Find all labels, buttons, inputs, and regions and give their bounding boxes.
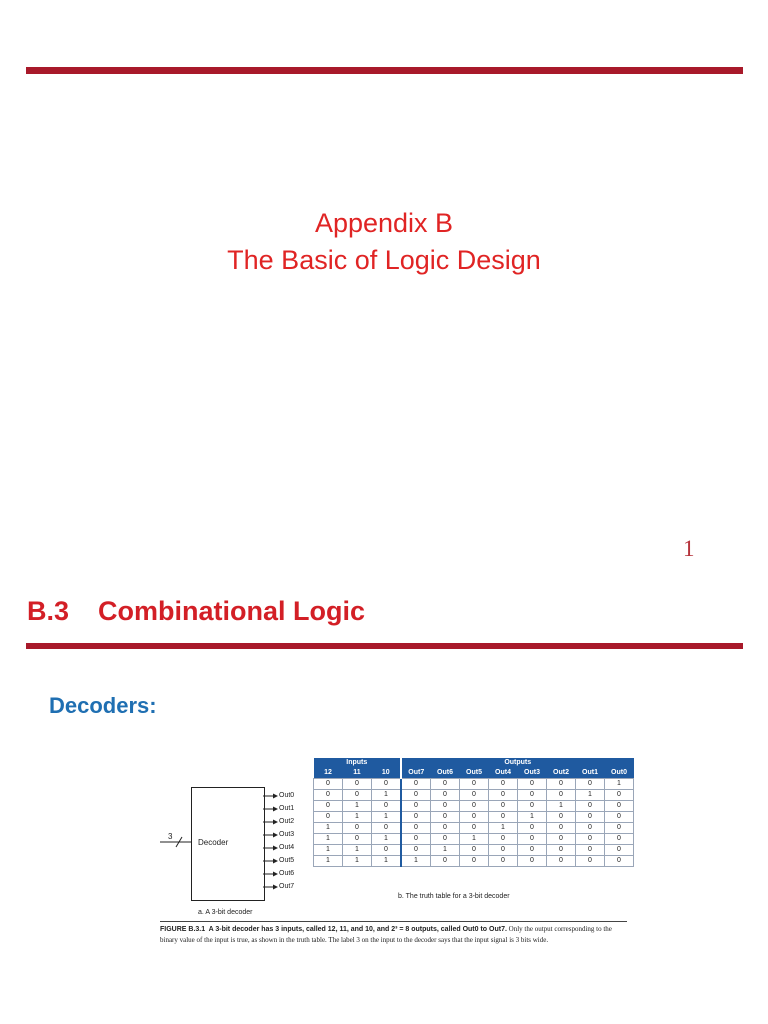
column-header: 10 — [372, 768, 402, 779]
table-cell: 0 — [314, 779, 343, 790]
table-cell: 1 — [401, 856, 431, 867]
figure-caption-text: Only the output corresponding to the binary value of the input is true, as shown in the truth table. The label 3 on the input to the decoder says that the input signal is 3 bits wide. — [160, 925, 612, 944]
table-cell: 0 — [547, 834, 576, 845]
figure-label: FIGURE B.3.1 — [160, 926, 206, 933]
table-cell: 0 — [518, 779, 547, 790]
table-row — [314, 801, 634, 812]
table-cell: 1 — [314, 834, 343, 845]
table-cell: 0 — [489, 812, 518, 823]
table-cell: 0 — [489, 790, 518, 801]
table-row — [314, 845, 634, 856]
table-cell: 0 — [401, 823, 431, 834]
section-number: B.3 — [27, 596, 70, 626]
table-cell: 0 — [605, 790, 634, 801]
table-cell: 0 — [605, 823, 634, 834]
output-label: Out6 — [279, 870, 295, 877]
table-cell: 0 — [576, 779, 605, 790]
table-cell: 0 — [460, 823, 489, 834]
slide-title-line1: Appendix B — [314, 208, 454, 238]
table-cell: 0 — [605, 834, 634, 845]
table-cell: 0 — [518, 845, 547, 856]
table-cell: 0 — [605, 845, 634, 856]
figure-caption-a: a. A 3-bit decoder — [198, 909, 253, 916]
table-cell: 0 — [401, 801, 431, 812]
table-cell: 0 — [401, 779, 431, 790]
table-cell: 0 — [460, 856, 489, 867]
table-cell: 0 — [576, 834, 605, 845]
table-cell: 0 — [460, 779, 489, 790]
table-cell: 1 — [372, 790, 402, 801]
table-cell: 0 — [343, 779, 372, 790]
column-header: Out0 — [605, 768, 634, 779]
column-header: Out3 — [518, 768, 547, 779]
input-width-label: 3 — [168, 832, 173, 841]
table-cell: 0 — [518, 790, 547, 801]
table-cell: 0 — [372, 845, 402, 856]
table-cell: 0 — [489, 801, 518, 812]
table-cell: 0 — [401, 845, 431, 856]
table-cell: 0 — [460, 845, 489, 856]
table-cell: 0 — [314, 801, 343, 812]
column-header: Out6 — [431, 768, 460, 779]
table-row — [314, 823, 634, 834]
table-cell: 0 — [547, 812, 576, 823]
table-cell: 0 — [372, 779, 402, 790]
column-header: Out4 — [489, 768, 518, 779]
table-cell: 1 — [314, 823, 343, 834]
group-header-outputs: Outputs — [401, 758, 634, 768]
table-row — [314, 779, 634, 790]
table-cell: 0 — [460, 801, 489, 812]
table-row — [314, 834, 634, 845]
table-cell: 0 — [431, 801, 460, 812]
table-cell: 0 — [431, 823, 460, 834]
column-header: Out5 — [460, 768, 489, 779]
table-cell: 0 — [576, 856, 605, 867]
table-row — [314, 790, 634, 801]
table-cell: 1 — [372, 812, 402, 823]
section-title: Combinational Logic — [98, 596, 365, 626]
figure-caption — [160, 924, 627, 945]
table-cell: 0 — [372, 801, 402, 812]
table-cell: 0 — [343, 790, 372, 801]
table-cell: 0 — [431, 779, 460, 790]
table-cell: 0 — [547, 856, 576, 867]
table-cell: 1 — [372, 834, 402, 845]
subheading: Decoders: — [49, 693, 157, 718]
table-cell: 1 — [343, 845, 372, 856]
table-cell: 0 — [489, 834, 518, 845]
column-header: 12 — [314, 768, 343, 779]
table-cell: 0 — [314, 790, 343, 801]
table-cell: 0 — [576, 812, 605, 823]
table-cell: 1 — [431, 845, 460, 856]
decoder-diagram — [160, 782, 310, 922]
table-cell: 1 — [489, 823, 518, 834]
table-cell: 1 — [460, 834, 489, 845]
table-cell: 0 — [343, 834, 372, 845]
table-cell: 0 — [518, 823, 547, 834]
column-header: 11 — [343, 768, 372, 779]
figure-caption-b: b. The truth table for a 3-bit decoder — [398, 893, 510, 900]
table-cell: 1 — [518, 812, 547, 823]
table-cell: 0 — [605, 801, 634, 812]
column-header: Out2 — [547, 768, 576, 779]
column-header: Out7 — [401, 768, 431, 779]
table-cell: 0 — [314, 812, 343, 823]
table-cell: 0 — [431, 856, 460, 867]
table-cell: 0 — [401, 812, 431, 823]
decoder-label: Decoder — [198, 838, 229, 847]
table-cell: 0 — [547, 779, 576, 790]
table-cell: 0 — [489, 856, 518, 867]
table-cell: 0 — [489, 779, 518, 790]
table-cell: 0 — [401, 790, 431, 801]
table-cell: 0 — [518, 856, 547, 867]
table-cell: 0 — [460, 812, 489, 823]
output-label: Out5 — [279, 857, 295, 864]
output-label: Out4 — [279, 844, 295, 851]
table-row — [314, 812, 634, 823]
table-cell: 0 — [489, 845, 518, 856]
table-cell: 0 — [547, 823, 576, 834]
table-cell: 0 — [605, 856, 634, 867]
section-divider — [26, 643, 743, 649]
output-label: Out1 — [279, 805, 295, 812]
table-cell: 1 — [343, 812, 372, 823]
output-label: Out3 — [279, 831, 295, 838]
table-cell: 0 — [518, 801, 547, 812]
table-cell: 0 — [431, 790, 460, 801]
table-cell: 0 — [576, 823, 605, 834]
section-heading — [27, 596, 365, 627]
table-cell: 0 — [372, 823, 402, 834]
table-cell: 0 — [460, 790, 489, 801]
output-label: Out7 — [279, 883, 295, 890]
table-cell: 1 — [343, 856, 372, 867]
caption-rule — [160, 921, 627, 922]
slide-title-line2: The Basic of Logic Design — [227, 245, 541, 275]
top-divider — [26, 67, 743, 74]
truth-table — [313, 758, 634, 867]
page-number: 1 — [683, 536, 695, 561]
table-cell: 0 — [431, 834, 460, 845]
table-cell: 1 — [547, 801, 576, 812]
table-row — [314, 856, 634, 867]
table-cell: 1 — [605, 779, 634, 790]
table-cell: 0 — [343, 823, 372, 834]
table-cell: 0 — [576, 801, 605, 812]
output-label: Out2 — [279, 818, 295, 825]
output-label: Out0 — [279, 792, 295, 799]
table-cell: 0 — [401, 834, 431, 845]
table-cell: 1 — [576, 790, 605, 801]
column-header: Out1 — [576, 768, 605, 779]
table-cell: 0 — [605, 812, 634, 823]
table-cell: 0 — [576, 845, 605, 856]
table-cell: 1 — [314, 845, 343, 856]
table-cell: 0 — [547, 790, 576, 801]
table-cell: 0 — [547, 845, 576, 856]
table-cell: 1 — [343, 801, 372, 812]
table-cell: 0 — [518, 834, 547, 845]
table-cell: 1 — [314, 856, 343, 867]
table-cell: 1 — [372, 856, 402, 867]
group-header-inputs: Inputs — [314, 758, 402, 768]
figure-caption-bold: A 3-bit decoder has 3 inputs, called 12, 11, and 10, and 2³ = 8 outputs, called Out0 to Out7. — [208, 926, 507, 933]
table-cell: 0 — [431, 812, 460, 823]
